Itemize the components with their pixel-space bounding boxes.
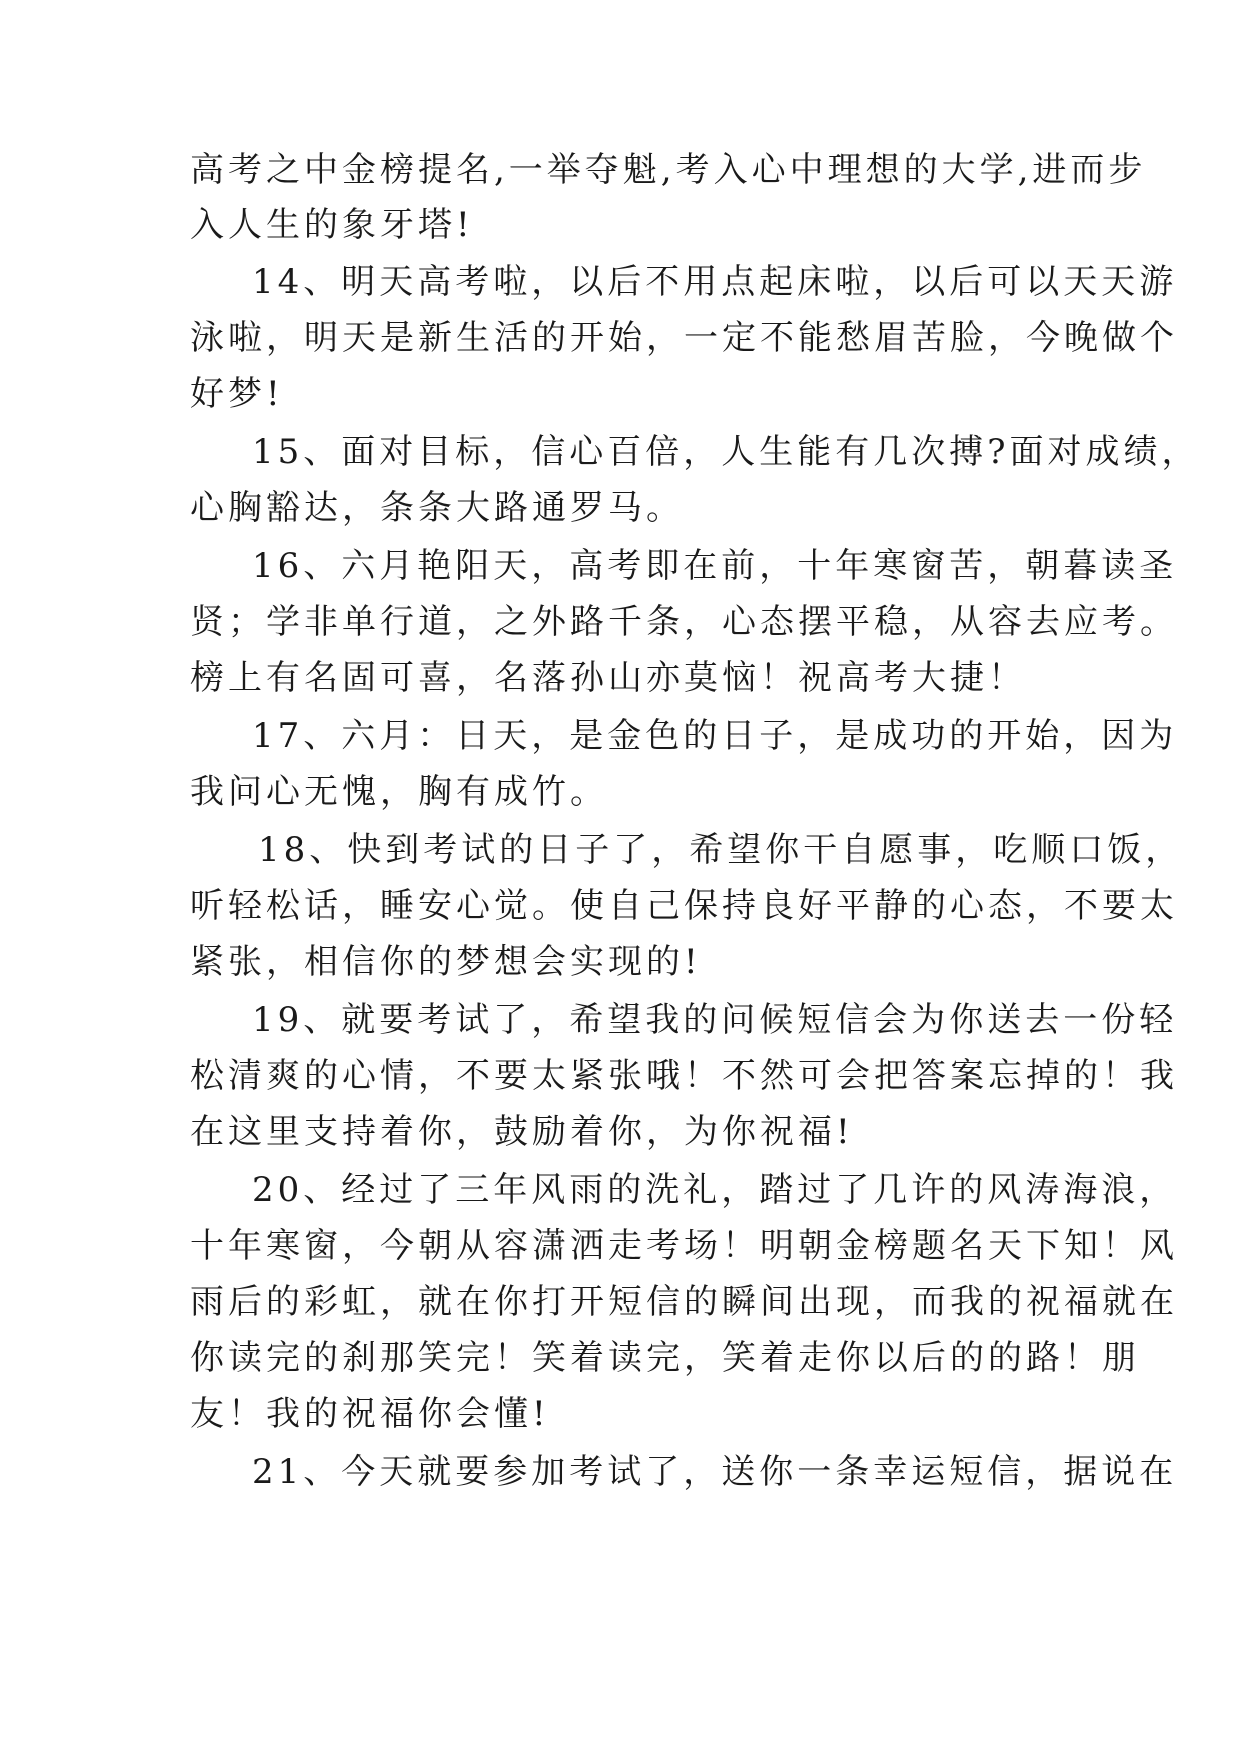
text-line: 在这里支持着你，鼓励着你，为你祝福! xyxy=(190,1112,854,1152)
text-line: 高考之中金榜提名,一举夺魁,考入心中理想的大学,进而步 xyxy=(190,150,1147,190)
paragraph-20-line: 20、经过了三年风雨的洗礼，踏过了几许的风涛海浪， xyxy=(252,1170,1178,1210)
paragraph-19-line: 19、就要考试了，希望我的问候短信会为你送去一份轻 xyxy=(252,1000,1178,1040)
text-line: 松清爽的心情，不要太紧张哦！不然可会把答案忘掉的！我 xyxy=(190,1056,1178,1096)
paragraph-18-line: 18、快到考试的日子了，希望你干自愿事，吃顺口饭， xyxy=(258,830,1184,870)
text-line: 好梦! xyxy=(190,374,284,414)
text-line: 你读完的刹那笑完！笑着读完，笑着走你以后的的路！朋 xyxy=(190,1338,1140,1378)
text-line: 紧张，相信你的梦想会实现的! xyxy=(190,942,702,982)
paragraph-21-line: 21、今天就要参加考试了，送你一条幸运短信，据说在 xyxy=(252,1452,1178,1492)
paragraph-16-line: 16、六月艳阳天，高考即在前，十年寒窗苦，朝暮读圣 xyxy=(252,546,1178,586)
text-line: 听轻松话，睡安心觉。使自己保持良好平静的心态，不要太 xyxy=(190,886,1178,926)
text-line: 心胸豁达，条条大路通罗马。 xyxy=(190,488,684,528)
paragraph-14-line: 14、明天高考啦，以后不用点起床啦，以后可以天天游 xyxy=(252,262,1178,302)
paragraph-17-line: 17、六月：日天，是金色的日子，是成功的开始，因为 xyxy=(252,716,1178,756)
text-line: 泳啦，明天是新生活的开始，一定不能愁眉苦脸，今晚做个 xyxy=(190,318,1178,358)
text-line: 榜上有名固可喜，名落孙山亦莫恼！祝高考大捷！ xyxy=(190,658,1026,698)
text-line: 十年寒窗，今朝从容潇洒走考场！明朝金榜题名天下知！风 xyxy=(190,1226,1178,1266)
text-line: 友！我的祝福你会懂! xyxy=(190,1394,550,1434)
text-line: 贤；学非单行道，之外路千条，心态摆平稳，从容去应考。 xyxy=(190,602,1178,642)
paragraph-15-line: 15、面对目标，信心百倍，人生能有几次搏?面对成绩， xyxy=(252,432,1200,472)
text-line: 入人生的象牙塔! xyxy=(190,205,474,245)
text-line: 我问心无愧，胸有成竹。 xyxy=(190,772,608,812)
text-line: 雨后的彩虹，就在你打开短信的瞬间出现，而我的祝福就在 xyxy=(190,1282,1178,1322)
